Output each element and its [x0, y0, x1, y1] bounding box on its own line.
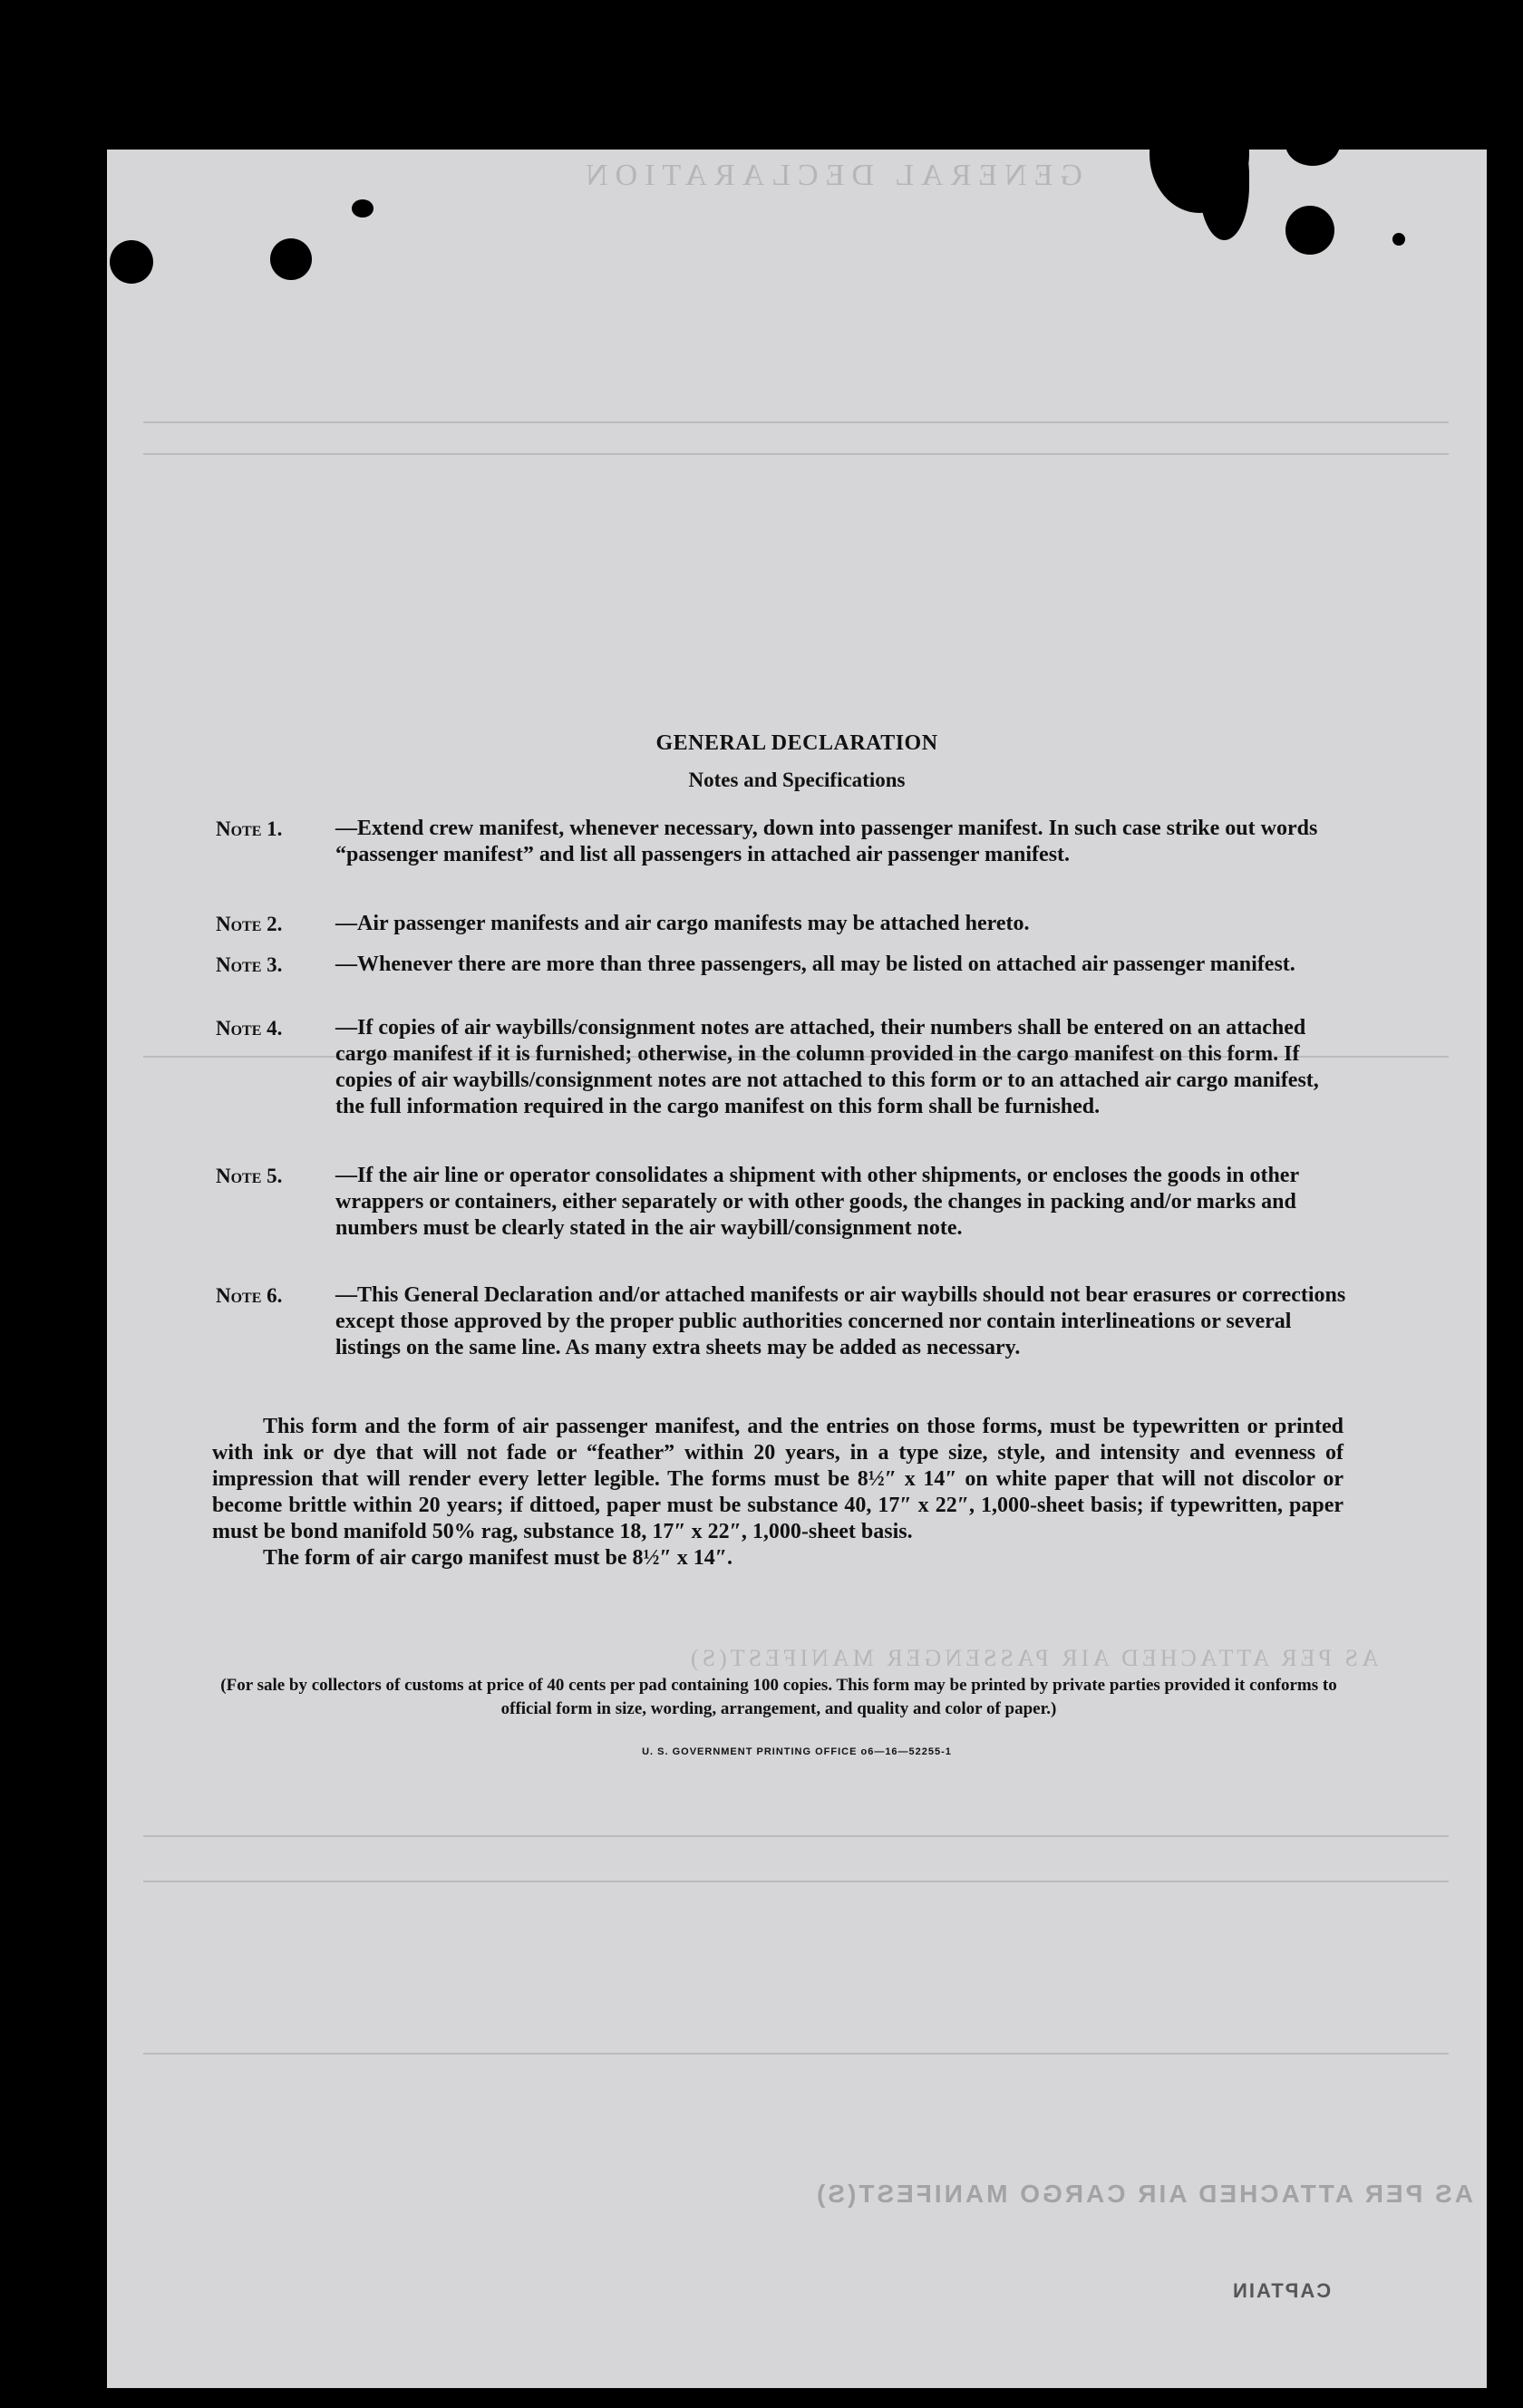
- note-text: —If copies of air waybills/consignment notes are attached, their numbers shall be entered on an attached cargo manifest if it is furnished; otherwise, in the column provided in the cargo manifest on this form. If copies of air waybills/consignment notes are not attached to this form or to an attached air cargo manifest, the full information required in the cargo manifest on this form shall be furnished.: [335, 1016, 1319, 1118]
- bleed-through-heading: AS PER ATTACHED AIR PASSENGER MANIFEST(S): [687, 1645, 1379, 1671]
- bleed-through-heading: AS PER ATTACHED AIR CARGO MANIFEST(S): [814, 2180, 1473, 2208]
- note-label: Note 5.: [216, 1165, 283, 1187]
- document-page: [107, 150, 1487, 2388]
- note-text: —If the air line or operator consolidates a shipment with other shipments, or encloses the goods in other wrappers or containers, either separately or with other goods, the changes in packing and/or marks and numbers must be clearly stated in the air waybill/consignment note.: [335, 1164, 1299, 1240]
- note-text: —This General Declaration and/or attached manifests or air waybills should not bear erasures or corrections except those approved by the proper public authorities concerned nor contain interlineations or several listings on the same line. As many extra sheets may be added as necessary.: [335, 1283, 1346, 1359]
- note-label: Note 4.: [216, 1017, 283, 1040]
- note-label: Note 6.: [216, 1284, 283, 1307]
- note-5: [216, 1163, 1349, 1242]
- specifications-text: This form and the form of air passenger manifest, and the entries on those forms, must be typewritten or printed with ink or dye that will not fade or “feather” within 20 years, in a type size, style, and intensity and evenness of impression that will render every letter legible. The forms must be 8½″ x 14″ on white paper that will not discolor or become brittle within 20 years; if dittoed, paper must be substance 40, 17″ x 22″, 1,000-sheet basis; if typewritten, paper must be bond manifold 50% rag, substance 18, 17″ x 22″, 1,000-sheet basis.: [212, 1415, 1344, 1543]
- page-title: GENERAL DECLARATION: [655, 731, 938, 755]
- note-2: [216, 911, 1349, 937]
- page-subtitle: Notes and Specifications: [688, 769, 906, 791]
- specifications-paragraph: [212, 1414, 1344, 1571]
- note-text: —Whenever there are more than three passengers, all may be listed on attached air passenger manifest.: [335, 953, 1295, 976]
- printer-imprint: U. S. GOVERNMENT PRINTING OFFICE o6—16—52255-1: [642, 1746, 952, 1757]
- sale-note: (For sale by collectors of customs at price of 40 cents per pad containing 100 copies. This form may be printed by private parties provided it conforms to official form in size, wording, arrangement, and quality and color of paper.): [220, 1676, 1337, 1718]
- cargo-form-size-text: The form of air cargo manifest must be 8½″ x 14″.: [263, 1546, 732, 1570]
- note-text: —Extend crew manifest, whenever necessary, down into passenger manifest. In such case strike out words “passenger manifest” and list all passengers in attached air passenger manifest.: [335, 817, 1318, 866]
- bleed-through-captain: CAPTAIN: [1231, 2279, 1332, 2302]
- note-label: Note 2.: [216, 913, 283, 935]
- note-text: —Air passenger manifests and air cargo manifests may be attached hereto.: [335, 912, 1030, 935]
- note-label: Note 3.: [216, 953, 283, 976]
- note-1: [216, 816, 1349, 868]
- note-6: [216, 1282, 1349, 1361]
- note-3: [216, 952, 1349, 978]
- bleed-through-header: GENERAL DECLARATION: [578, 159, 1082, 192]
- notes-content: [107, 150, 1487, 2388]
- note-4: [216, 1015, 1349, 1120]
- note-label: Note 1.: [216, 817, 283, 840]
